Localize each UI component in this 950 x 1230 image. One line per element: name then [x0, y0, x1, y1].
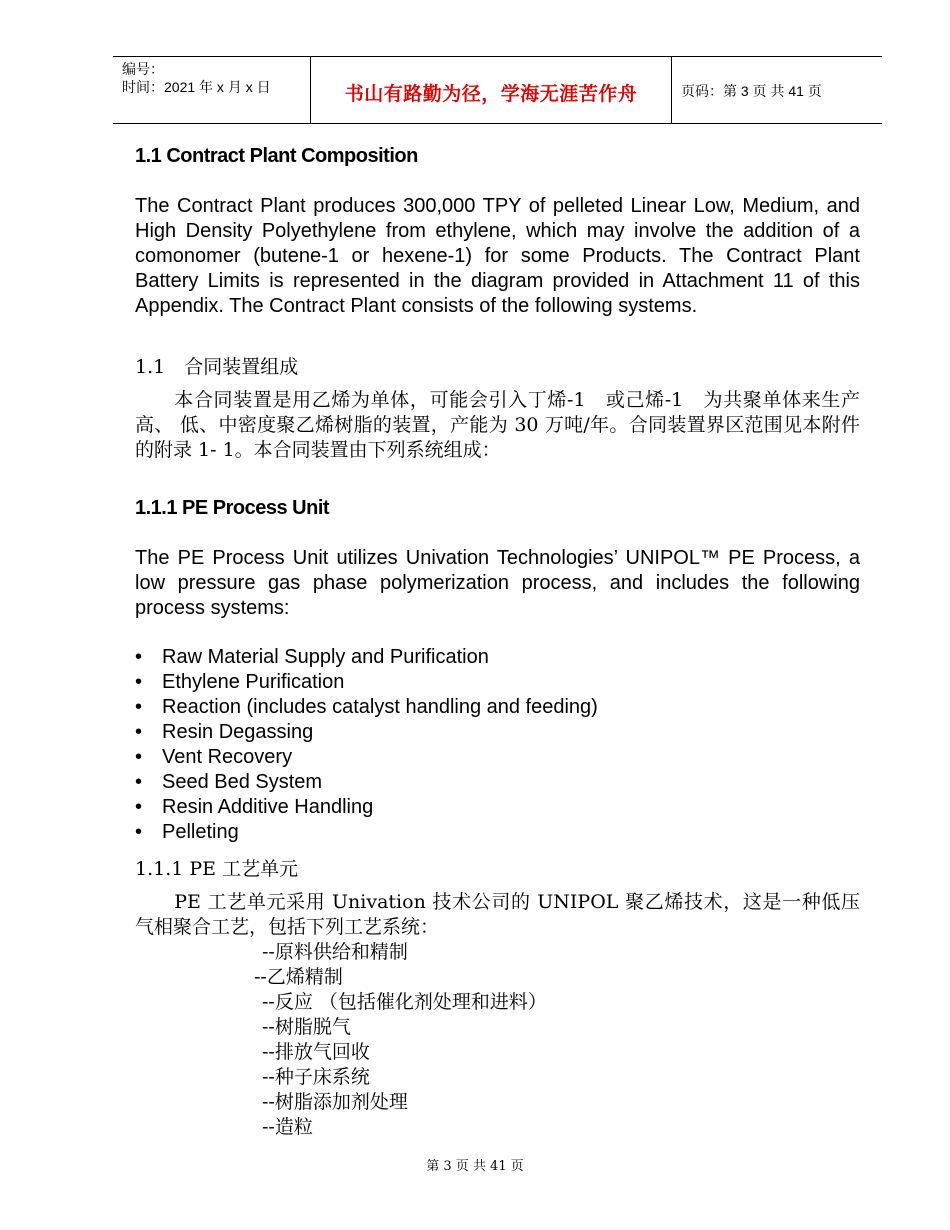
list-item: --树脂添加剂处理 — [262, 1091, 408, 1113]
list-item: --种子床系统 — [262, 1066, 370, 1088]
header-motto-cell — [311, 57, 672, 123]
process-systems-list — [135, 645, 860, 845]
list-item: • Reaction (includes catalyst handling and feeding) — [135, 696, 598, 718]
document-date-label: 时间：2021 年 x 月 x 日 — [122, 79, 271, 95]
list-item: --乙烯精制 — [254, 966, 343, 988]
document-number-label: 编号： — [122, 61, 164, 77]
subsection-heading-cn: 1.1.1 PE 工艺单元 — [135, 858, 299, 880]
subsection-paragraph-cn: PE 工艺单元采用 Univation 技术公司的 UNIPOL 聚乙烯技术，这是一种低压气相聚合工艺，包括下列工艺系统： — [135, 891, 860, 938]
section-heading-cn: 1.1 合同装置组成 — [135, 356, 299, 378]
subsection-heading-en: 1.1.1 PE Process Unit — [135, 497, 330, 519]
process-systems-list-cn — [254, 940, 547, 1140]
list-item: • Seed Bed System — [135, 771, 323, 793]
list-item: • Ethylene Purification — [135, 671, 345, 693]
list-item: --排放气回收 — [262, 1041, 370, 1063]
list-item: • Resin Degassing — [135, 721, 314, 743]
bullet-icon: • — [135, 696, 143, 718]
list-item: --造粒 — [262, 1116, 313, 1138]
list-item: --树脂脱气 — [262, 1016, 351, 1038]
list-item: • Vent Recovery — [135, 746, 293, 768]
bullet-icon: • — [135, 721, 143, 743]
list-item: • Raw Material Supply and Purification — [135, 646, 489, 668]
header-info-cell — [113, 57, 311, 123]
header-motto: 书山有路勤为径，学海无涯苦作舟 — [344, 83, 638, 105]
header-page-label: 页码：第 3 页 共 41 页 — [681, 83, 822, 99]
bullet-icon: • — [135, 646, 143, 668]
bullet-icon: • — [135, 671, 143, 693]
list-item: --反应 （包括催化剂处理和进料） — [262, 991, 547, 1013]
header-table — [113, 56, 882, 124]
header-page-cell — [672, 57, 882, 123]
list-item: • Pelleting — [135, 821, 239, 843]
list-item: • Resin Additive Handling — [135, 796, 374, 818]
section-heading-en: 1.1 Contract Plant Composition — [135, 145, 418, 167]
page-footer: 第 3 页 共 41 页 — [426, 1159, 524, 1174]
bullet-icon: • — [135, 821, 143, 843]
subsection-paragraph-en: The PE Process Unit utilizes Univation Technologies’ UNIPOL™ PE Process, a low pressure gas phase polymerization process, and includes the following process systems: — [135, 547, 860, 619]
section-paragraph-en: The Contract Plant produces 300,000 TPY of pelleted Linear Low, Medium, and High Density Polyethylene from ethylene, which may involve the addition of a comonomer (butene-1 or hexene-1) for some Products. The Contract Plant Battery Limits is represented in the diagram provided in Attachment 11 of this Appendix. The Contract Plant consists of the following systems. — [135, 195, 860, 317]
section-paragraph-cn: 本合同装置是用乙烯为单体，可能会引入丁烯-1 或己烯-1 为共聚单体来生产高、 低、中密度聚乙烯树脂的装置，产能为 30 万吨/年。合同装置界区范围见本附件的附录 1- 1。本合同装置由下列系统组成： — [135, 389, 860, 461]
list-item: --原料供给和精制 — [262, 941, 408, 963]
bullet-icon: • — [135, 771, 143, 793]
bullet-icon: • — [135, 746, 143, 768]
bullet-icon: • — [135, 796, 143, 818]
